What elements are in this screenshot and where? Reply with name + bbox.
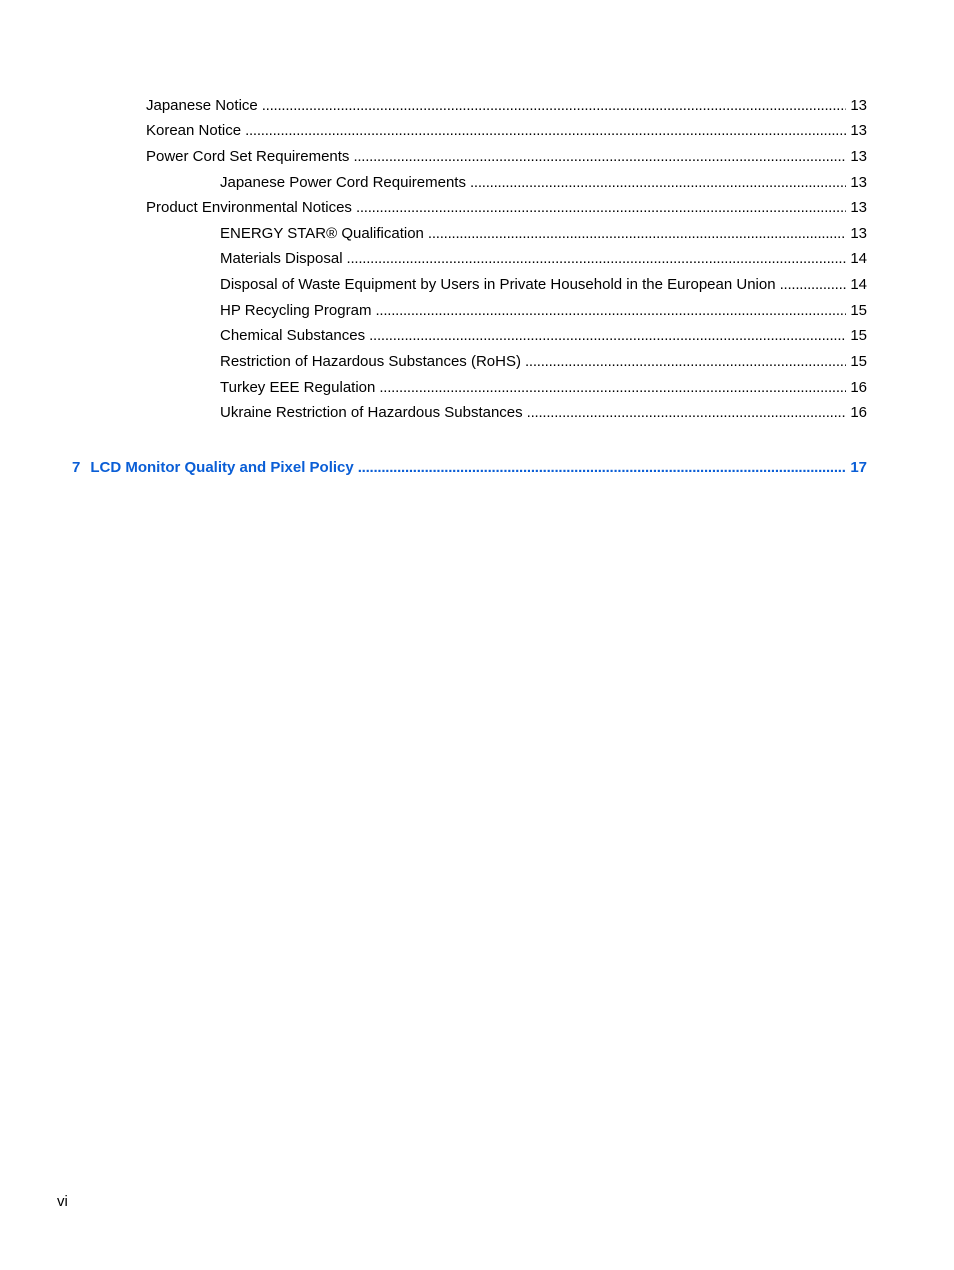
page-number: vi [57,1193,68,1210]
dot-leader [262,96,847,116]
toc-entry-page: 16 [850,404,867,421]
toc-entry-title: Product Environmental Notices [146,199,352,216]
dot-leader [347,249,847,269]
toc-entry-japanese-notice[interactable] [146,96,867,116]
toc-entry-disposal-of-waste-equipment[interactable] [220,275,867,295]
toc-entry-title: Japanese Power Cord Requirements [220,174,466,191]
toc-entry-page: 13 [850,148,867,165]
dot-leader [428,224,846,244]
toc-entry-title: Power Cord Set Requirements [146,148,350,165]
dot-leader [358,458,847,478]
chapter-number: 7 [72,459,81,476]
toc-entry-page: 14 [850,250,867,267]
dot-leader [369,326,846,346]
toc-entry-page: 13 [850,122,867,139]
toc-entry-page: 16 [850,379,867,396]
dot-leader [525,352,846,372]
toc-entry-page: 13 [850,225,867,242]
dot-leader [780,275,847,295]
toc-entry-power-cord-set-requirements[interactable] [146,147,867,167]
dot-leader [527,403,847,423]
dot-leader [353,147,846,167]
chapter-page: 17 [850,459,867,476]
toc-entry-chemical-substances[interactable] [220,326,867,346]
toc-entry-title: ENERGY STAR® Qualification [220,225,424,242]
toc-entry-page: 14 [850,276,867,293]
toc-entry-rohs[interactable] [220,352,867,372]
toc-entry-product-environmental-notices[interactable] [146,198,867,218]
toc-entry-ukraine-restriction[interactable] [220,403,867,423]
dot-leader [375,301,846,321]
toc-entry-title: Chemical Substances [220,327,366,344]
toc-entry-title: Japanese Notice [146,97,258,114]
dot-leader [356,198,846,218]
toc-entry-title: Korean Notice [146,122,242,139]
toc-entry-title: Restriction of Hazardous Substances (RoHS) [220,353,521,370]
toc-entry-page: 13 [850,174,867,191]
dot-leader [470,173,846,193]
dot-leader [379,378,846,398]
toc-entry-title: Turkey EEE Regulation [220,379,376,396]
toc-entry-title: HP Recycling Program [220,302,372,319]
toc-entry-japanese-power-cord-requirements[interactable] [220,173,867,193]
chapter-title: LCD Monitor Quality and Pixel Policy [90,459,354,476]
toc-entry-page: 15 [850,353,867,370]
toc-chapter-7[interactable] [72,458,867,478]
toc-entry-page: 13 [850,97,867,114]
toc-entry-title: Materials Disposal [220,250,343,267]
toc-entry-energy-star-qualification[interactable] [220,224,867,244]
dot-leader [245,121,846,141]
toc-entry-materials-disposal[interactable] [220,249,867,269]
toc-entry-page: 13 [850,199,867,216]
toc-entry-page: 15 [850,327,867,344]
toc-entry-title: Disposal of Waste Equipment by Users in Private Household in the European Union [220,276,776,293]
toc-entry-page: 15 [850,302,867,319]
chapter-heading [72,458,354,478]
toc-entry-hp-recycling-program[interactable] [220,301,867,321]
toc-entry-title: Ukraine Restriction of Hazardous Substances [220,404,523,421]
toc-entry-korean-notice[interactable] [146,121,867,141]
toc-entry-turkey-eee-regulation[interactable] [220,378,867,398]
